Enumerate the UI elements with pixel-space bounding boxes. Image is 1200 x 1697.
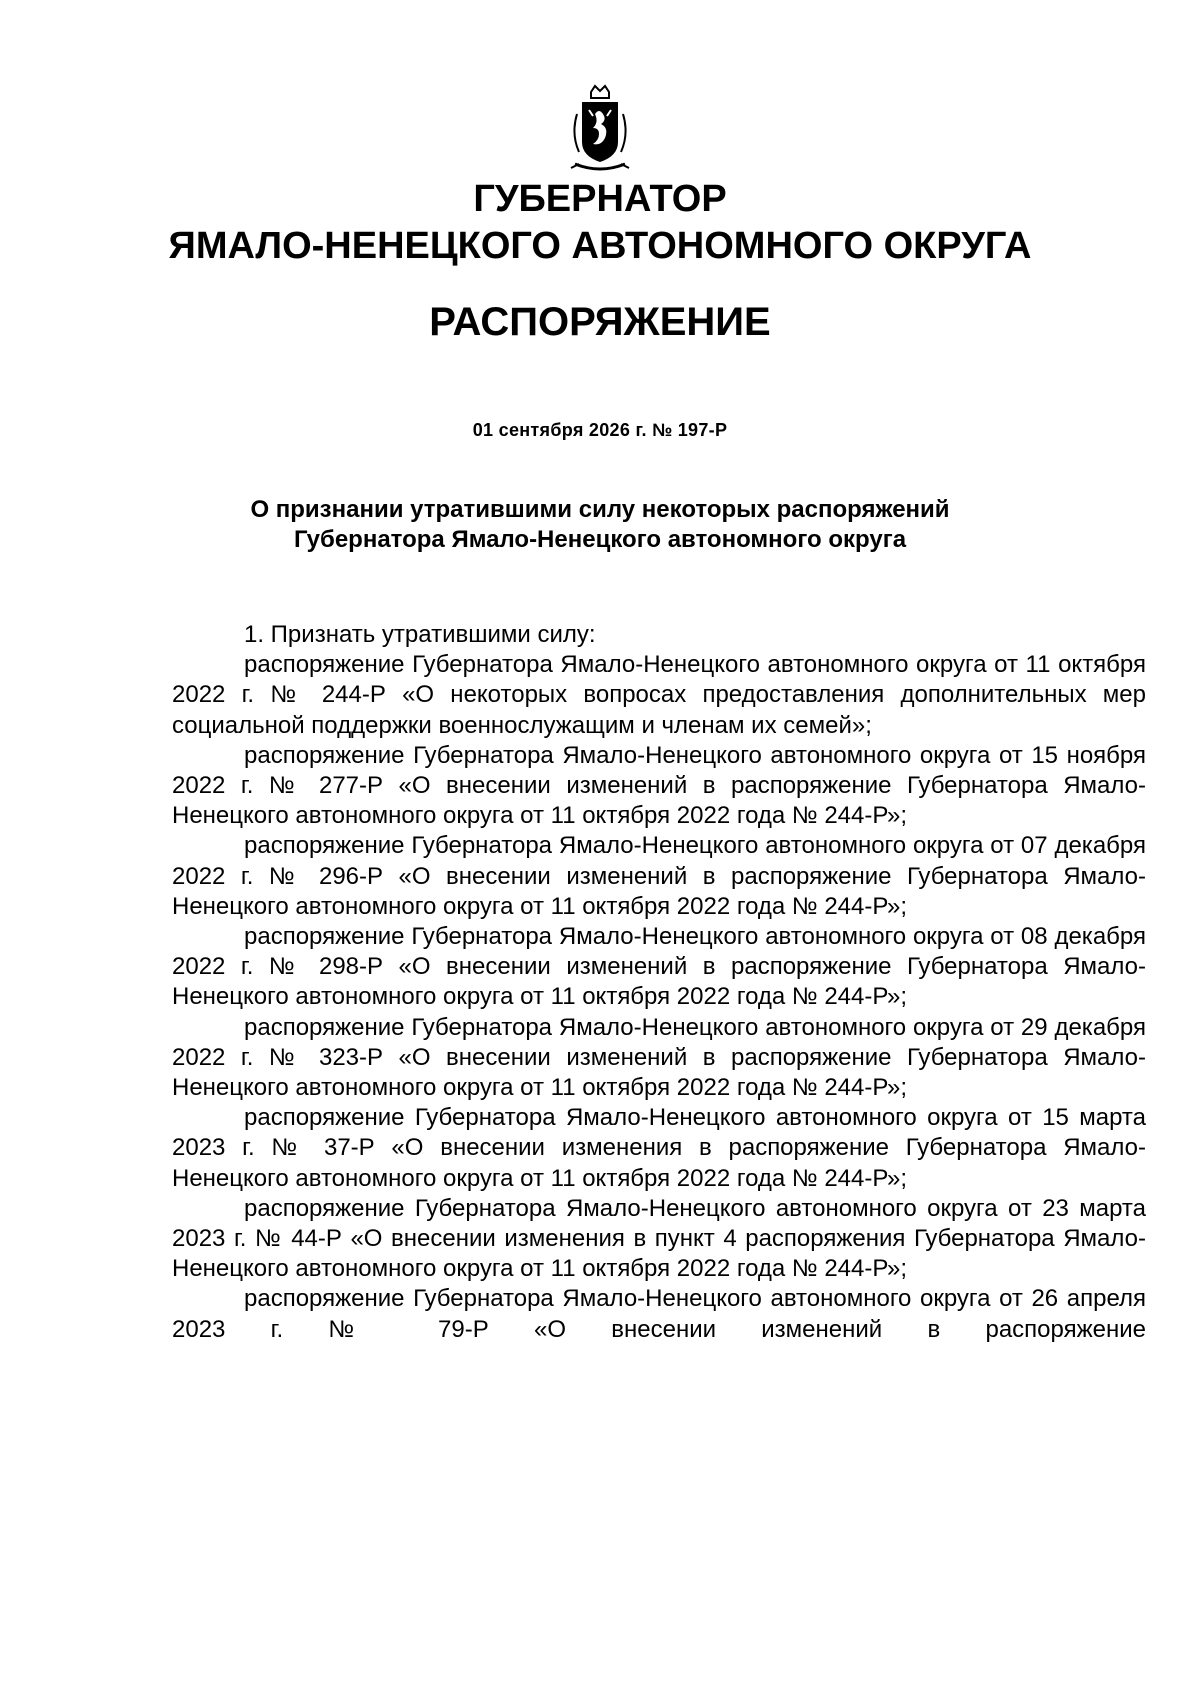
list-item: распоряжение Губернатора Ямало-Ненецкого автономного округа от 15 ноября 2022 г. № 277-Р «О внесении изменений в распоряжение Губернатора Ямало-Ненецкого автономного округа от 11 октября 2022 года № 244-Р»; bbox=[172, 741, 1146, 830]
list-item: распоряжение Губернатора Ямало-Ненецкого автономного округа от 23 марта 2023 г. № 44-Р «О внесении изменения в пункт 4 распоряжения Губернатора Ямало-Ненецкого автономного округа от 11 октября 2022 года № 244-Р»; bbox=[172, 1194, 1146, 1283]
authority-line-2: ЯМАЛО-НЕНЕЦКОГО АВТОНОМНОГО ОКРУГА bbox=[168, 225, 1032, 267]
authority-line-1: ГУБЕРНАТОР bbox=[473, 178, 727, 220]
list-item: распоряжение Губернатора Ямало-Ненецкого автономного округа от 26 апреля 2023 г. № 79-Р «О внесении изменений в распоряжение bbox=[172, 1285, 1146, 1343]
document-title-line-2: Губернатора Ямало-Ненецкого автономного округа bbox=[293, 526, 907, 553]
list-item: распоряжение Губернатора Ямало-Ненецкого автономного округа от 08 декабря 2022 г. № 298-Р «О внесении изменений в распоряжение Губернатора Ямало-Ненецкого автономного округа от 11 октября 2022 года № 244-Р»; bbox=[172, 923, 1146, 1011]
list-item: распоряжение Губернатора Ямало-Ненецкого автономного округа от 29 декабря 2022 г. № 323-Р «О внесении изменений в распоряжение Губернатора Ямало-Ненецкого автономного округа от 11 октября 2022 года № 244-Р»; bbox=[172, 1013, 1146, 1102]
clause-item-1: 1. Признать утратившими силу: bbox=[244, 621, 596, 648]
list-item: распоряжение Губернатора Ямало-Ненецкого автономного округа от 07 декабря 2022 г. № 296-Р «О внесении изменений в распоряжение Губернатора Ямало-Ненецкого автономного округа от 11 октября 2022 года № 244-Р»; bbox=[172, 832, 1146, 920]
list-item: распоряжение Губернатора Ямало-Ненецкого автономного округа от 11 октября 2022 г. № 244-Р «О некоторых вопросах предоставления дополнительных мер социальной поддержки военнослужащим и членам их семей»; bbox=[172, 651, 1146, 739]
document-body bbox=[172, 620, 1146, 1344]
coat-of-arms-icon bbox=[565, 84, 635, 176]
document-type: РАСПОРЯЖЕНИЕ bbox=[429, 300, 771, 344]
document-title-line-1: О признании утратившими силу некоторых распоряжений bbox=[250, 496, 950, 523]
document-header bbox=[0, 176, 1200, 346]
document-date-number: 01 сентября 2026 г. № 197-Р bbox=[472, 420, 728, 440]
list-item: распоряжение Губернатора Ямало-Ненецкого автономного округа от 15 марта 2023 г. № 37-Р «О внесении изменения в распоряжение Губернатора Ямало-Ненецкого автономного округа от 11 октября 2022 года № 244-Р»; bbox=[172, 1104, 1146, 1192]
document-title bbox=[0, 495, 1200, 555]
